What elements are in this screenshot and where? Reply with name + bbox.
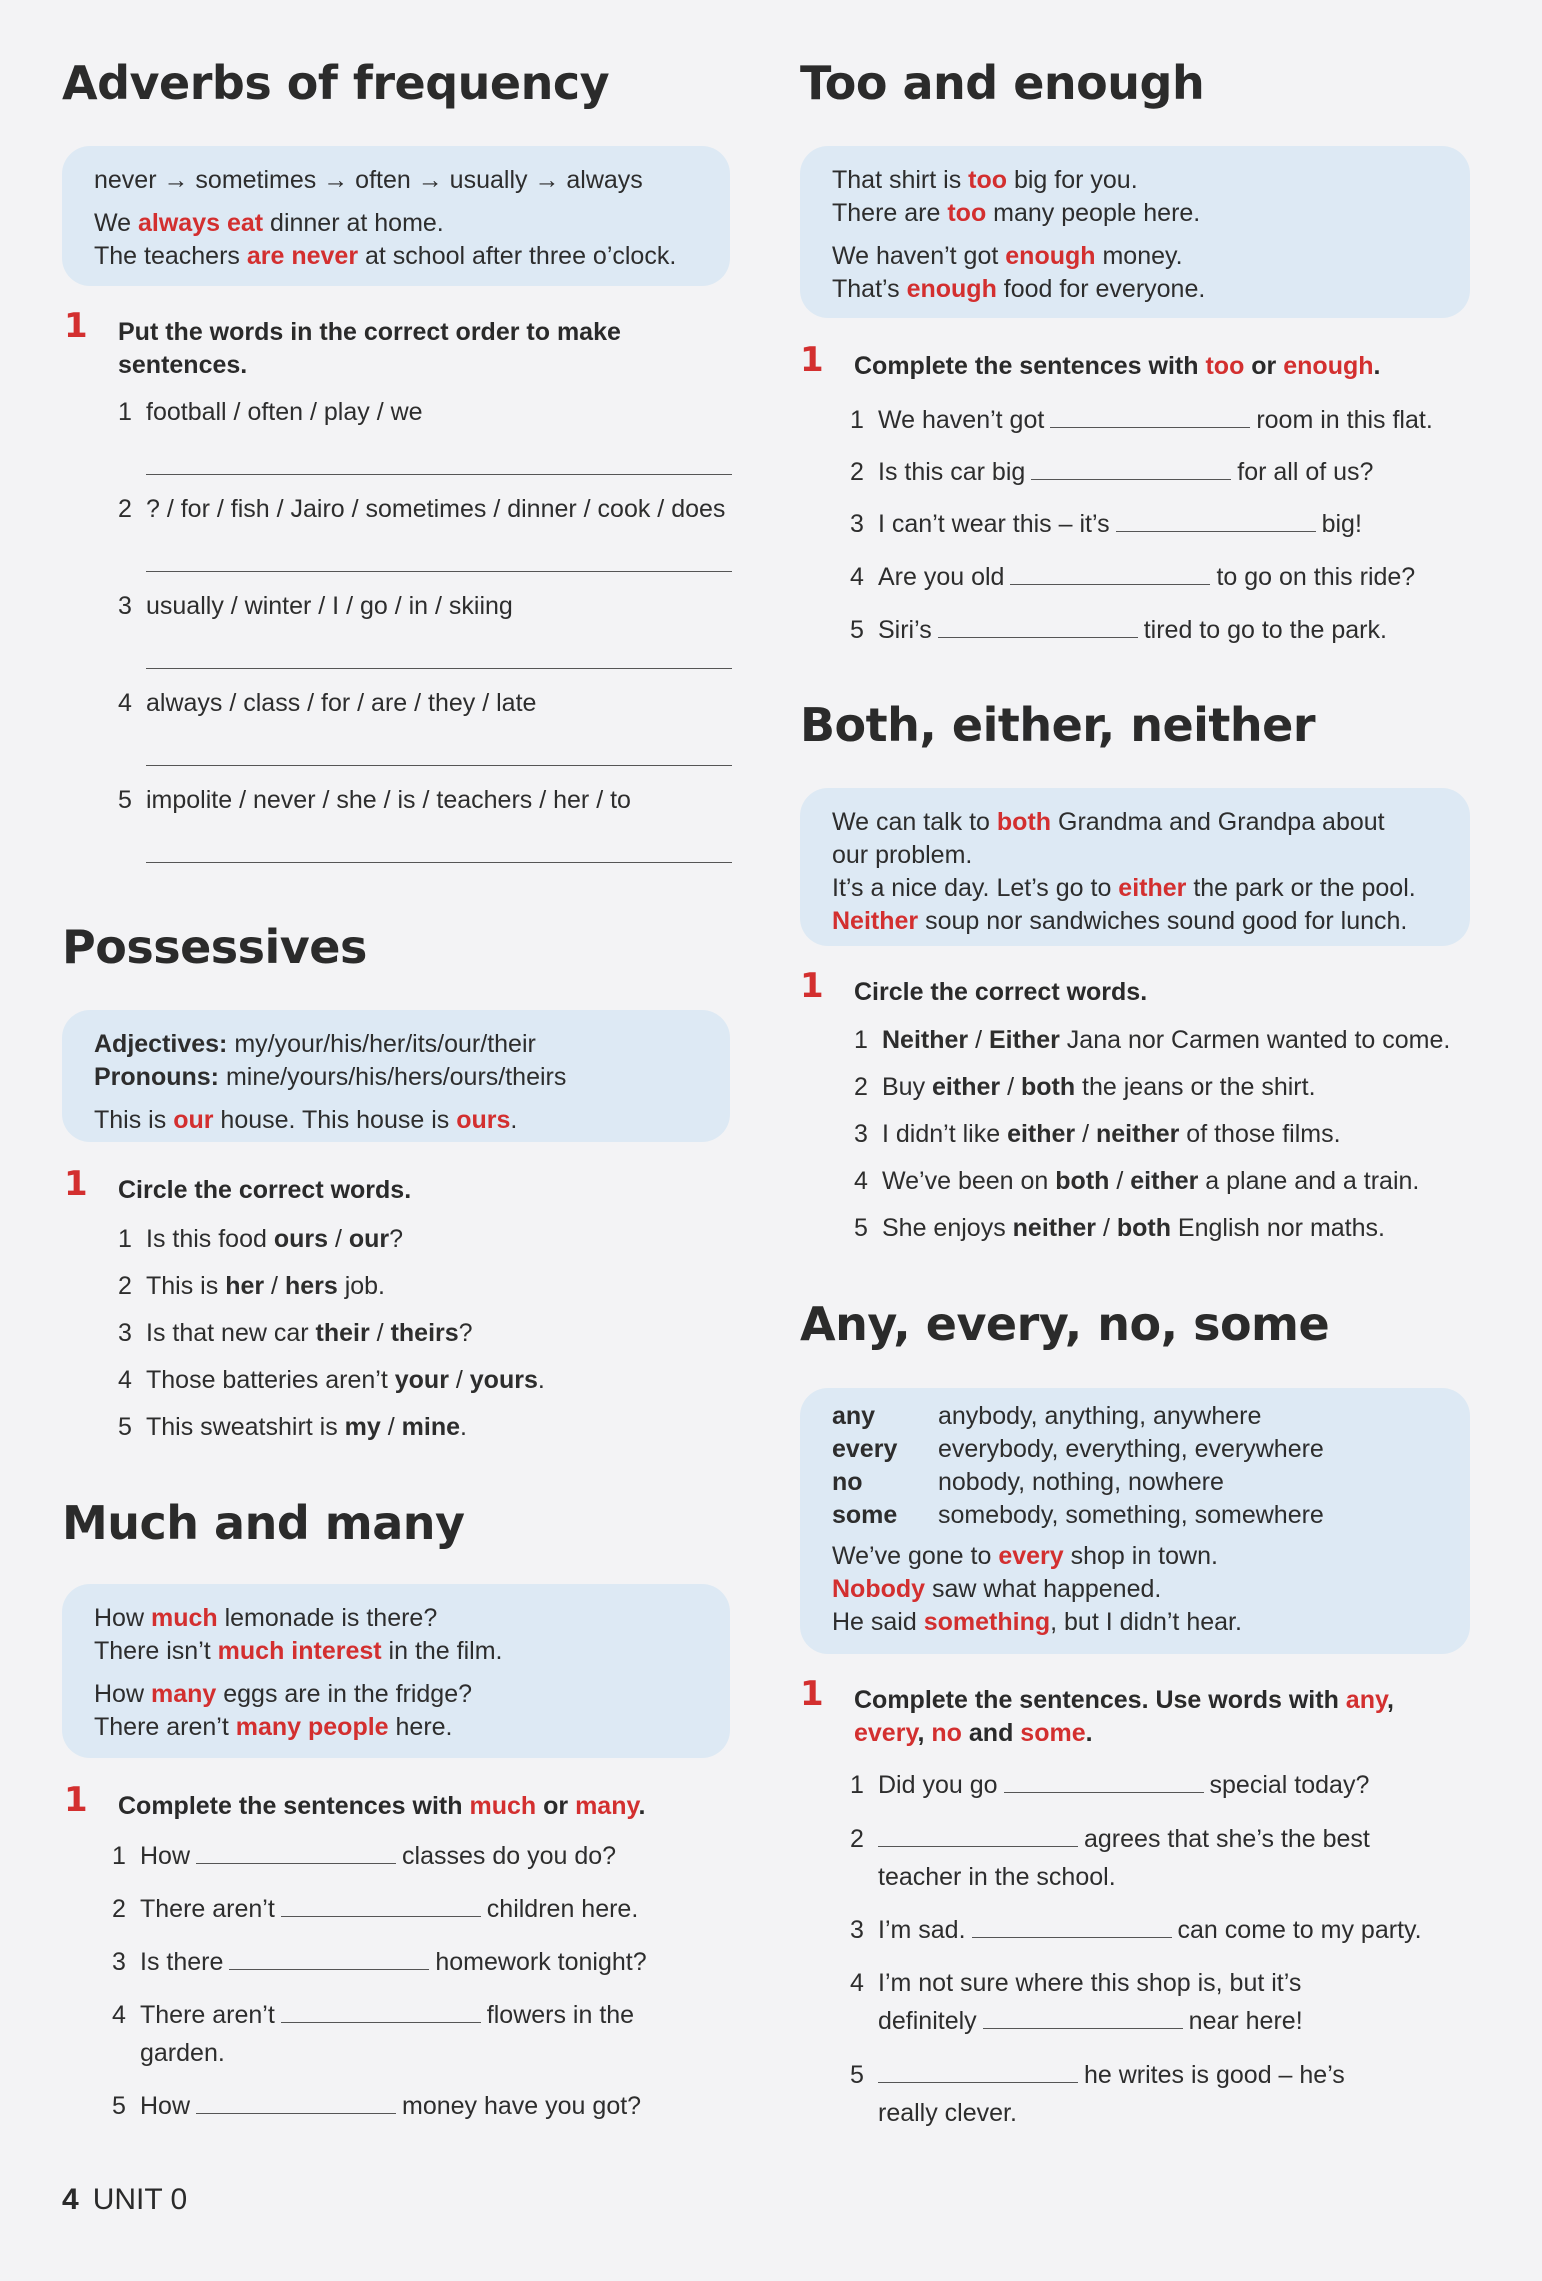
exercise-item: 3 I didn’t like either / neither of those films. xyxy=(854,1120,1341,1148)
choice-option[interactable]: Neither xyxy=(882,1026,969,1054)
answer-line[interactable] xyxy=(146,668,732,669)
answer-blank[interactable] xyxy=(878,1824,1078,1847)
exercise-item: 1 Did you go special today? xyxy=(850,1771,1370,1799)
answer-blank[interactable] xyxy=(972,1915,1172,1938)
exercise-item: 3 I’m sad. can come to my party. xyxy=(850,1916,1422,1944)
section-title-much-many: Much and many xyxy=(62,1496,465,1550)
exercise-item: 1 Is this food ours / our? xyxy=(118,1225,404,1253)
exercise-item: 4 Are you old to go on this ride? xyxy=(850,563,1416,591)
choice-option[interactable]: both xyxy=(1020,1073,1076,1101)
exercise-item-continued: really clever. xyxy=(878,2099,1017,2127)
choice-option[interactable]: either xyxy=(1130,1167,1199,1195)
choice-option[interactable]: both xyxy=(1116,1214,1171,1242)
exercise-number: 1 xyxy=(64,1780,88,1820)
section-title-adverbs: Adverbs of frequency xyxy=(62,56,610,110)
answer-blank[interactable] xyxy=(196,1841,396,1864)
rule-box-any-every-no-some: any anybody, anything, anywhere every everybody, everything, everywhere no nobody, nothing, nowhere some somebody, something, somewhere We’ve gone to every shop in town. Nobody saw what happened. He said something, but I didn’t hear. xyxy=(800,1388,1470,1654)
choice-option[interactable]: mine xyxy=(401,1413,461,1441)
exercise-instruction: Complete the sentences. Use words with any, every, no and some. xyxy=(854,1686,1394,1747)
choice-option[interactable]: their xyxy=(315,1319,370,1347)
example-line: This is our house. This house is ours. xyxy=(94,1106,518,1134)
section-title-possessives: Possessives xyxy=(62,920,367,974)
answer-blank[interactable] xyxy=(196,2091,396,2114)
rule-box-too-enough: That shirt is too big for you. There are too many people here. We haven’t got enough money. That’s enough food for everyone. xyxy=(800,146,1470,318)
answer-blank[interactable] xyxy=(281,1894,481,1917)
exercise-item: 1 We haven’t got room in this flat. xyxy=(850,406,1433,434)
example-line: We always eat dinner at home. xyxy=(94,209,444,237)
answer-blank[interactable] xyxy=(878,2060,1078,2083)
exercise-number: 1 xyxy=(64,306,88,346)
choice-option[interactable]: theirs xyxy=(390,1319,459,1347)
table-row: every everybody, everything, everywhere xyxy=(832,1435,1324,1463)
choice-option[interactable]: yours xyxy=(469,1366,538,1394)
exercise-item: 4 We’ve been on both / either a plane and a train. xyxy=(854,1167,1420,1195)
choice-option[interactable]: neither xyxy=(1012,1214,1096,1242)
exercise-number: 1 xyxy=(800,966,824,1006)
exercise-item: 4 always / class / for / are / they / late xyxy=(118,689,537,717)
choice-option[interactable]: both xyxy=(1055,1167,1110,1195)
answer-blank[interactable] xyxy=(938,615,1138,638)
table-row: some somebody, something, somewhere xyxy=(832,1501,1324,1529)
exercise-number: 1 xyxy=(64,1164,88,1204)
exercise-instruction: Circle the correct words. xyxy=(118,1176,412,1204)
answer-blank[interactable] xyxy=(1050,405,1250,428)
choice-option[interactable]: ours xyxy=(273,1225,329,1253)
choice-option[interactable]: your xyxy=(394,1366,449,1394)
choice-option[interactable]: our xyxy=(348,1225,390,1253)
exercise-item: 3 Is that new car their / theirs? xyxy=(118,1319,473,1347)
exercise-item: 4 I’m not sure where this shop is, but it’s xyxy=(850,1969,1302,1997)
exercise-item: 5 he writes is good – he’s xyxy=(850,2061,1345,2089)
exercise-item: 3 usually / winter / I / go / in / skiing xyxy=(118,592,513,620)
exercise-item: 5 This sweatshirt is my / mine. xyxy=(118,1413,467,1441)
choice-option[interactable]: her xyxy=(225,1272,265,1300)
rule-box-possessives: Adjectives: my/your/his/her/its/our/their Pronouns: mine/yours/his/hers/ours/theirs This is our house. This house is ours. xyxy=(62,1010,730,1142)
exercise-instruction: Complete the sentences with too or enough. xyxy=(854,352,1381,380)
answer-blank[interactable] xyxy=(1010,562,1210,585)
section-title-too-enough: Too and enough xyxy=(800,56,1205,110)
exercise-item: 5 She enjoys neither / both English nor maths. xyxy=(854,1214,1385,1242)
exercise-item: 4 Those batteries aren’t your / yours. xyxy=(118,1366,545,1394)
exercise-item: 4 There aren’t flowers in the xyxy=(112,2001,635,2029)
answer-line[interactable] xyxy=(146,571,732,572)
answer-blank[interactable] xyxy=(983,2006,1183,2029)
section-title-any-every-no-some: Any, every, no, some xyxy=(800,1297,1330,1351)
page-footer xyxy=(62,2183,187,2217)
exercise-number: 1 xyxy=(800,1674,824,1714)
exercise-item: 3 I can’t wear this – it’s big! xyxy=(850,510,1362,538)
exercise-item: 5 Siri’s tired to go to the park. xyxy=(850,616,1387,644)
exercise-item: 2 ? / for / fish / Jairo / sometimes / dinner / cook / does xyxy=(118,495,726,523)
answer-blank[interactable] xyxy=(1004,1770,1204,1793)
rule-box-adverbs xyxy=(62,146,730,286)
exercise-item-continued: definitely near here! xyxy=(878,2007,1303,2035)
choice-option[interactable]: neither xyxy=(1096,1120,1180,1148)
rule-box-both-either-neither: We can talk to both Grandma and Grandpa about our problem. It’s a nice day. Let’s go to either the park or the pool. Neither soup nor sandwiches sound good for lunch. xyxy=(800,788,1470,946)
rule-box-much-many: How much lemonade is there? There isn’t much interest in the film. How many eggs are in the fridge? There aren’t many people here. xyxy=(62,1584,730,1758)
exercise-item: 3 Is there homework tonight? xyxy=(112,1948,647,1976)
answer-blank[interactable] xyxy=(1031,457,1231,480)
section-title-both-either-neither: Both, either, neither xyxy=(800,698,1316,752)
exercise-item: 1 How classes do you do? xyxy=(112,1842,617,1870)
answer-blank[interactable] xyxy=(281,2000,481,2023)
exercise-item: 5 How money have you got? xyxy=(112,2092,642,2120)
exercise-item: 1 Neither / Either Jana nor Carmen wanted to come. xyxy=(854,1026,1451,1054)
choice-option[interactable]: hers xyxy=(284,1272,338,1300)
exercise-item: 1 football / often / play / we xyxy=(118,398,423,426)
exercise-item: 2 agrees that she’s the best xyxy=(850,1825,1370,1853)
answer-line[interactable] xyxy=(146,862,732,863)
choice-option[interactable]: either xyxy=(932,1073,1001,1101)
exercise-number: 1 xyxy=(800,340,824,380)
answer-line[interactable] xyxy=(146,474,732,475)
choice-option[interactable]: my xyxy=(344,1413,381,1441)
table-row: no nobody, nothing, nowhere xyxy=(832,1468,1224,1496)
exercise-instruction: Circle the correct words. xyxy=(854,978,1148,1006)
choice-option[interactable]: Either xyxy=(988,1026,1060,1054)
frequency-scale: never → sometimes → often → usually → always xyxy=(94,166,643,194)
exercise-item: 2 Is this car big for all of us? xyxy=(850,458,1374,486)
page-number: 4 xyxy=(62,2183,79,2216)
exercise-item: 5 impolite / never / she / is / teachers / her / to xyxy=(118,786,631,814)
answer-blank[interactable] xyxy=(1116,509,1316,532)
exercise-instruction: Put the words in the correct order to make sentences. xyxy=(118,318,621,379)
example-line: The teachers are never at school after three o’clock. xyxy=(94,242,677,270)
exercise-item: 2 This is her / hers job. xyxy=(118,1272,386,1300)
answer-line[interactable] xyxy=(146,765,732,766)
exercise-item-continued: garden. xyxy=(140,2039,225,2067)
unit-label: UNIT 0 xyxy=(92,2183,188,2216)
choice-option[interactable]: either xyxy=(1007,1120,1076,1148)
table-row: any anybody, anything, anywhere xyxy=(832,1402,1262,1430)
exercise-item-continued: teacher in the school. xyxy=(878,1863,1116,1891)
answer-blank[interactable] xyxy=(229,1947,429,1970)
exercise-instruction: Complete the sentences with much or many. xyxy=(118,1792,646,1820)
exercise-item: 2 There aren’t children here. xyxy=(112,1895,639,1923)
exercise-item: 2 Buy either / both the jeans or the shirt. xyxy=(854,1073,1316,1101)
